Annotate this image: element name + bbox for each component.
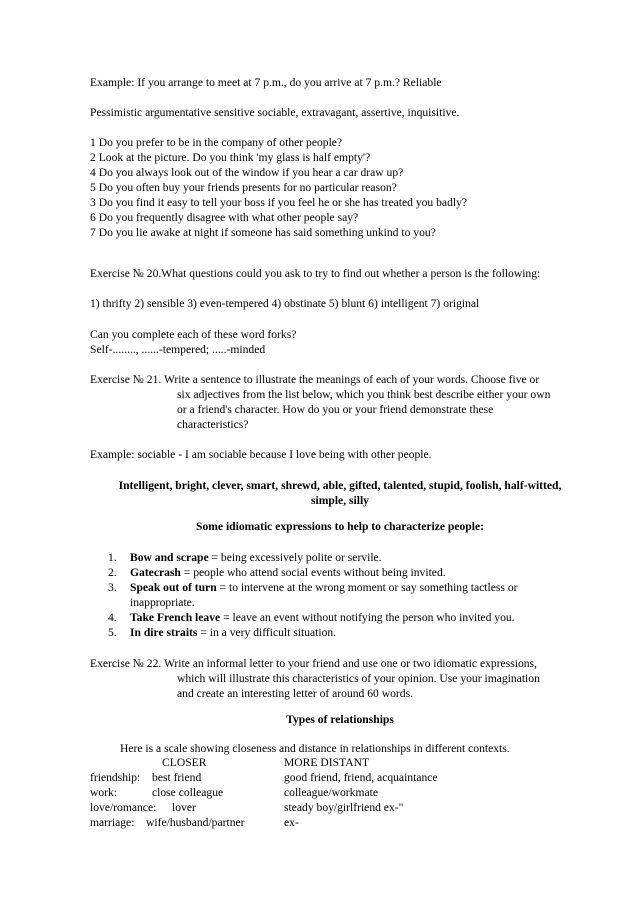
scale-context: marriage: [90, 816, 135, 829]
scale-context: friendship: [90, 771, 141, 784]
idiom-item [108, 551, 382, 565]
idiom-item [108, 626, 336, 640]
adjective-list-line-2: simple, silly [311, 494, 369, 507]
idiom-definition: = in a very difficult situation. [197, 626, 337, 639]
idiom-definition: = being excessively polite or servile. [208, 551, 382, 564]
question-6: 6 Do you frequently disagree with what other people say? [90, 211, 359, 224]
scale-closer: best friend [152, 771, 202, 784]
idioms-title: Some idiomatic expressions to help to characterize people: [196, 520, 484, 533]
scale-header-closer: CLOSER [162, 756, 207, 769]
exercise-20: Exercise № 20.What questions could you ask to try to find out whether a person is the following: [90, 267, 541, 280]
exercise-21-line-1: Exercise № 21. Write a sentence to illustrate the meanings of each of your words. Choose five or [90, 373, 540, 386]
idiom-number: 4. [108, 611, 117, 624]
scale-context: work: [90, 786, 118, 799]
question-5: 5 Do you often buy your friends presents for no particular reason? [90, 181, 397, 194]
idiom-definition: = leave an event without notifying the person who invited you. [220, 611, 515, 624]
word-forks-question: Can you complete each of these word forks? [90, 328, 297, 341]
scale-header-distant: MORE DISTANT [284, 756, 370, 769]
question-2: 2 Look at the picture. Do you think 'my glass is half empty'? [90, 151, 371, 164]
adjective-line: Pessimistic argumentative sensitive sociable, extravagant, assertive, inquisitive. [90, 106, 460, 119]
example-reliable: Example: If you arrange to meet at 7 p.m., do you arrive at 7 p.m.? Reliable [90, 76, 442, 89]
question-3: 3 Do you find it easy to tell your boss if you feel he or she has treated you badly? [90, 196, 468, 209]
scale-closer: lover [172, 801, 196, 814]
scale-closer: wife/husband/partner [146, 816, 245, 829]
idiom-number: 1. [108, 551, 117, 564]
idiom-term: Speak out of turn [130, 581, 217, 594]
idiom-term: Bow and scrape [130, 551, 209, 564]
scale-distant: steady boy/girlfriend ex-" [284, 801, 404, 814]
question-4: 4 Do you always look out of the window if you hear a car draw up? [90, 166, 404, 179]
idiom-term: Gatecrash [130, 566, 181, 579]
idiom-item [108, 581, 517, 595]
idiom-definition: = to intervene at the wrong moment or say something tactless or [216, 581, 518, 594]
idiom-term: In dire straits [130, 626, 198, 639]
idiom-definition-continued: inappropriate. [130, 596, 195, 609]
exercise-21-line-3: or a friend's character. How do you or your friend demonstrate these [177, 403, 494, 416]
idiom-number: 5. [108, 626, 117, 639]
scale-distant: good friend, friend, acquaintance [284, 771, 438, 784]
adjective-list-line-1: Intelligent, bright, clever, smart, shrewd, able, gifted, talented, stupid, foolish, half-witted, [118, 479, 562, 492]
question-1: 1 Do you prefer to be in the company of other people? [90, 136, 343, 149]
idiom-number: 2. [108, 566, 117, 579]
scale-distant: colleague/workmate [284, 786, 378, 799]
word-forks: Self-........, ......-tempered; .....-minded [90, 343, 266, 356]
scale-distant: ex- [284, 816, 299, 829]
relationships-title: Types of relationships [286, 713, 394, 726]
scale-context: love/romance: [90, 801, 157, 814]
question-7: 7 Do you lie awake at night if someone has said something unkind to you? [90, 226, 436, 239]
exercise-22-line-3: and create an interesting letter of around 60 words. [177, 687, 413, 700]
idiom-definition: = people who attend social events without being invited. [180, 566, 446, 579]
idiom-term: Take French leave [130, 611, 221, 624]
exercise-22-line-2: which will illustrate this characteristics of your opinion. Use your imagination [177, 672, 540, 685]
scale-intro: Here is a scale showing closeness and distance in relationships in different contexts. [120, 742, 510, 755]
idiom-item [108, 566, 446, 580]
scale-closer: close colleague [152, 786, 224, 799]
exercise-21-line-4: characteristics? [177, 418, 249, 431]
traits-list: 1) thrifty 2) sensible 3) even-tempered 4) obstinate 5) blunt 6) intelligent 7) original [90, 297, 480, 310]
exercise-22-line-1: Exercise № 22. Write an informal letter to your friend and use one or two idiomatic expressions, [90, 657, 537, 670]
idiom-number: 3. [108, 581, 117, 594]
idiom-item [108, 611, 515, 625]
exercise-21-line-2: six adjectives from the list below, which you think best describe either your own [177, 388, 551, 401]
example-sociable: Example: sociable - I am sociable because I love being with other people. [90, 448, 432, 461]
